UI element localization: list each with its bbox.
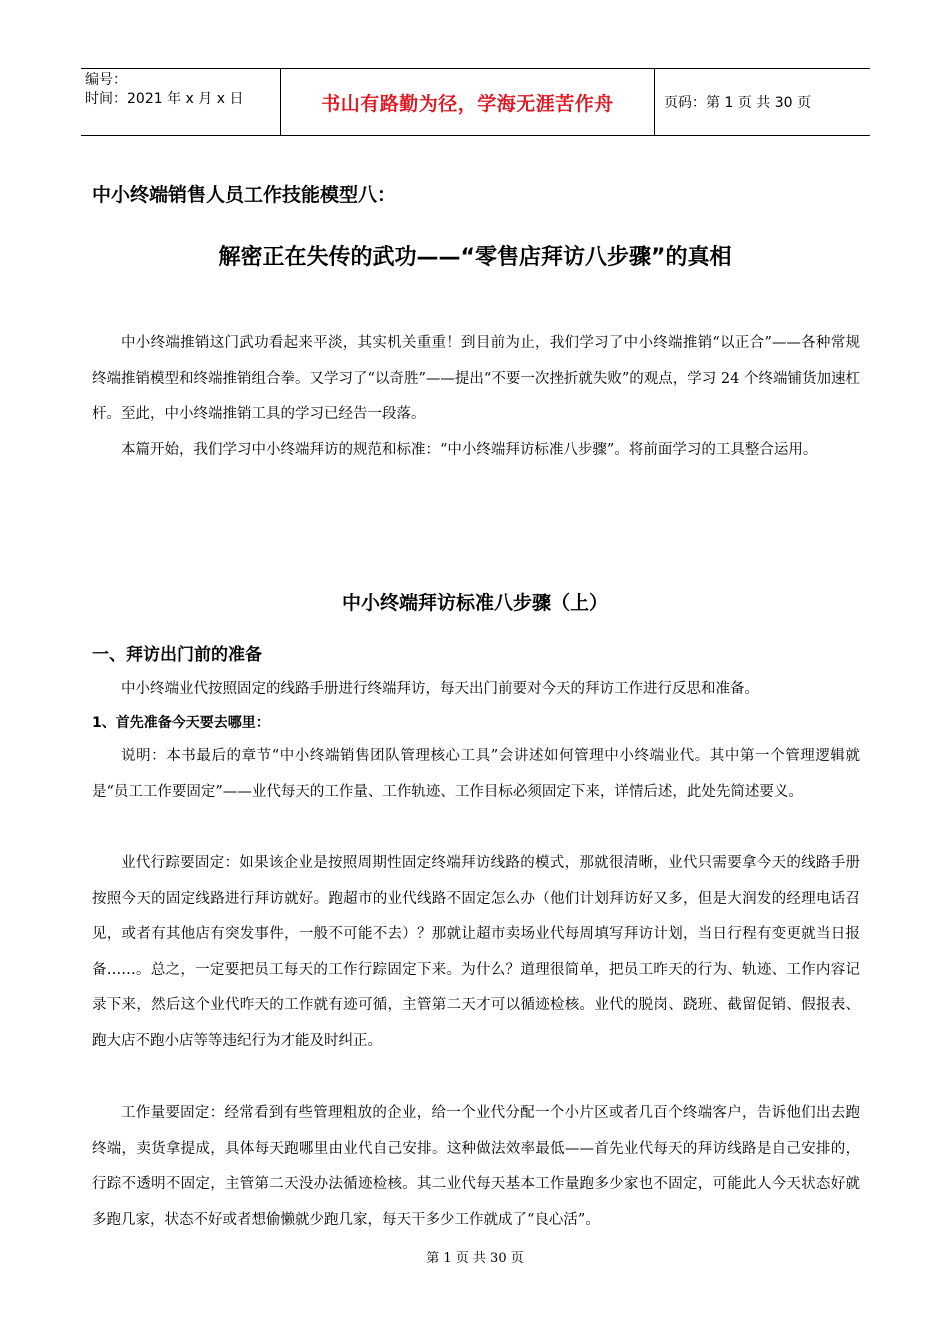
document-title: 解密正在失传的武功——“零售店拜访八步骤”的真相 (218, 245, 732, 270)
header-motto: 书山有路勤为径，学海无涯苦作舟 (281, 69, 655, 135)
body-paragraph-1: 说明：本书最后的章节“中小终端销售团队管理核心工具”会讲述如何管理中小终端业代。其中第一个管理逻辑就是“员工工作要固定”——业代每天的工作量、工作轨迹、工作目标必须固定下来，详情后述，此处先简述要义。 (92, 748, 860, 800)
section-title: 中小终端拜访标准八步骤（上） (341, 592, 608, 614)
header-meta (81, 69, 281, 135)
page-footer: 第 1 页 共 30 页 (426, 1251, 524, 1266)
heading-where-to-go: 1、首先准备今天要去哪里： (92, 715, 270, 731)
number-label: 编号： (85, 72, 127, 88)
time-label: 时间：2021 年 x 月 x 日 (85, 91, 244, 107)
intro-paragraph-2: 本篇开始，我们学习中小终端拜访的规范和标准：“中小终端拜访标准八步骤”。将前面学习的工具整合运用。 (121, 442, 818, 458)
heading-preparation: 一、拜访出门前的准备 (92, 645, 262, 665)
header-table (81, 68, 870, 136)
body-paragraph-3: 工作量要固定：经常看到有些管理粗放的企业，给一个业代分配一个小片区或者几百个终端客户，告诉他们出去跑终端，卖货拿提成，具体每天跑哪里由业代自己安排。这种做法效率最低——首先业代每天的拜访线路是自己安排的，行踪不透明不固定，主管第二天没办法循迹检核。其二业代每天基本工作量跑多少家也不固定，可能此人今天状态好就多跑几家，状态不好或者想偷懒就少跑几家，每天干多少工作就成了“良心活”。 (92, 1105, 860, 1228)
intro-paragraph-1: 中小终端推销这门武功看起来平淡，其实机关重重！到目前为止，我们学习了中小终端推销“以正合”——各种常规终端推销模型和终端推销组合拳。又学习了“以奇胜”——提出“不要一次挫折就失败”的观点，学习 24 个终端铺货加速杠杆。至此，中小终端推销工具的学习已经告一段落。 (92, 335, 860, 422)
preparation-paragraph: 中小终端业代按照固定的线路手册进行终端拜访，每天出门前要对今天的拜访工作进行反思和准备。 (121, 681, 759, 697)
document-subtitle: 中小终端销售人员工作技能模型八： (92, 184, 397, 206)
body-paragraph-2: 业代行踪要固定：如果该企业是按照周期性固定终端拜访线路的模式，那就很清晰，业代只需要拿今天的线路手册按照今天的固定线路进行拜访就好。跑超市的业代线路不固定怎么办（他们计划拜访好又多，但是大润发的经理电话召见，或者有其他店有突发事件，一般不可能不去）？那就让超市卖场业代每周填写拜访计划，当日行程有变更就当日报备……。总之，一定要把员工每天的工作行踪固定下来。为什么？道理很简单，把员工昨天的行为、轨迹、工作内容记录下来，然后这个业代昨天的工作就有迹可循，主管第二天才可以循迹检核。业代的脱岗、跷班、截留促销、假报表、跑大店不跑小店等等违纪行为才能及时纠正。 (92, 855, 860, 1049)
header-page-info: 页码：第 1 页 共 30 页 (664, 95, 811, 111)
